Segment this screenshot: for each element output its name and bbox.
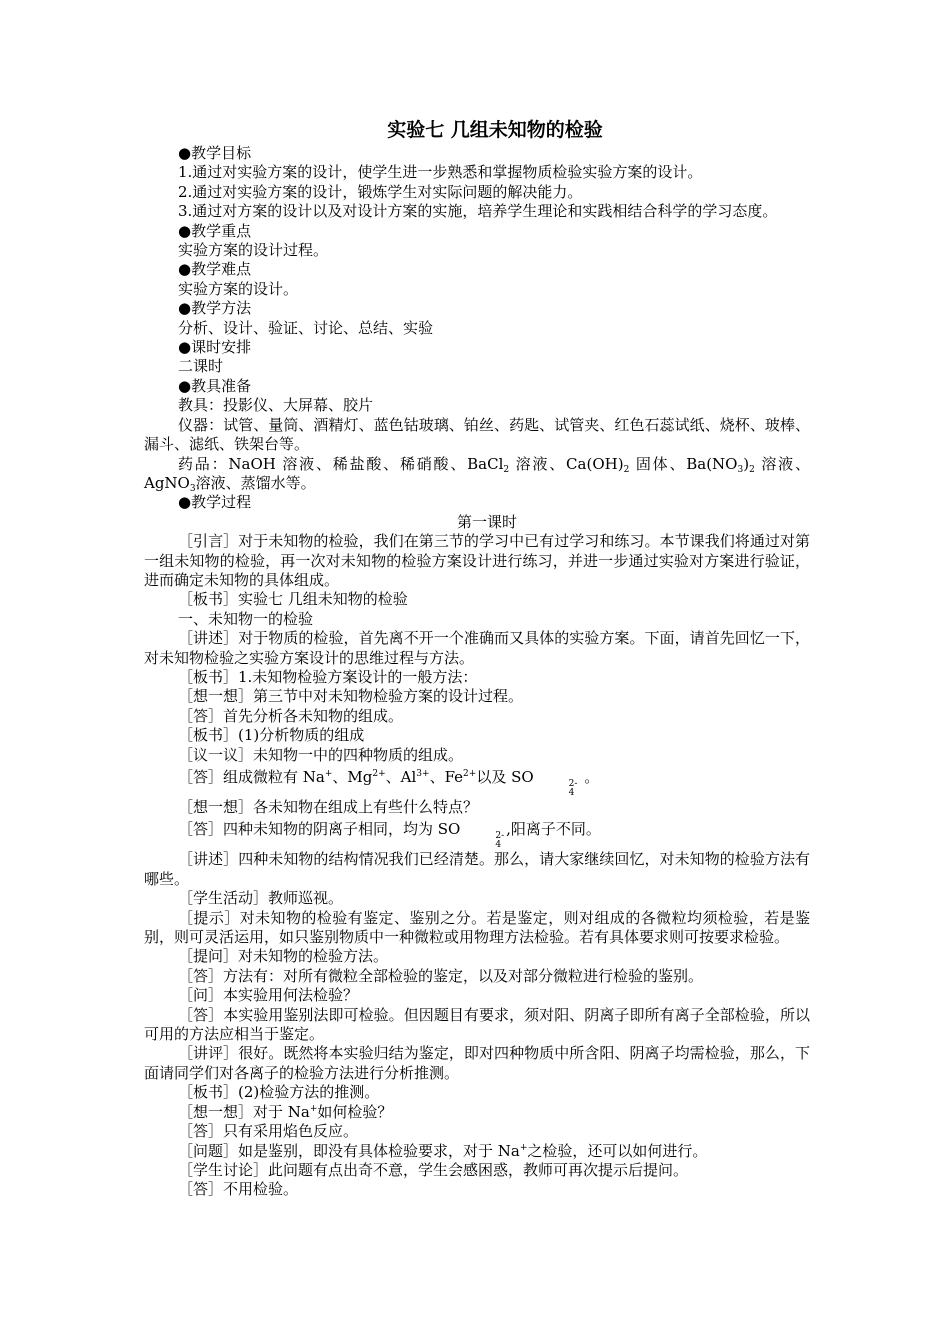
process-line: ［板书］(2)检验方法的推测。	[178, 1083, 380, 1102]
charge: 2-	[568, 779, 578, 789]
process-line: ［想一想］第三节中对未知物检验方案的设计过程。	[178, 687, 524, 706]
subscript: 3	[189, 483, 196, 494]
line-text: 以及 SO	[476, 768, 534, 786]
process-line: ［答］只有采用焰色反应。	[178, 1122, 359, 1141]
line-text: 之检验，还可以如何进行。	[527, 1141, 708, 1160]
reagents	[144, 455, 810, 494]
line-text: ［答］四种未知物的阴离子相同，均为 SO	[178, 820, 461, 839]
line-text: 。	[579, 768, 600, 786]
difficulty-heading: ●教学难点	[178, 260, 252, 279]
method-heading: ●教学方法	[178, 299, 252, 318]
charge: +	[324, 769, 333, 779]
process-line-ions	[144, 817, 810, 850]
process-line: ［答］不用检验。	[178, 1180, 299, 1199]
difficulty-text: 实验方案的设计。	[178, 279, 299, 298]
instruments: 仪器：试管、量筒、酒精灯、蓝色钴玻璃、铂丝、药匙、试管夹、红色石蕊试纸、烧杯、玻棒、漏斗、滤纸、铁架台等。	[144, 415, 810, 454]
page-title: 实验七 几组未知物的检验	[387, 119, 603, 141]
line-text: 、Al	[385, 768, 417, 786]
process-line	[144, 1103, 810, 1122]
reagents-text: 固体、Ba(NO	[629, 454, 738, 473]
process-line: ［答］本实验用鉴别法即可检验。但因题目有要求，须对阳、阴离子即所有离子全部检验，所以可用的方法应相当于鉴定。	[144, 1005, 810, 1044]
reagents-text: 溶液、Ca(OH)	[509, 454, 624, 473]
subscript: 2	[749, 464, 755, 475]
process-line: ［引言］对于未知物的检验，我们在第三节的学习中已有过学习和练习。本节课我们将通过对第一组未知物的检验，再一次对未知物的检验方案设计进行练习，并进一步通过实验对方案进行验证，进而确定未知物的具体组成。	[144, 532, 810, 589]
teaching-aids: 教具：投影仪、大屏幕、胶片	[178, 396, 374, 415]
line-text: 、Mg	[332, 768, 373, 786]
reagents-text: )	[743, 454, 750, 473]
reagents-text: 药品：NaOH 溶液、稀盐酸、稀硝酸、BaCl	[178, 454, 504, 473]
subscript: 2	[503, 464, 510, 475]
tools-heading: ●教具准备	[178, 376, 252, 395]
process-line: ［讲述］四种未知物的结构情况我们已经清楚。那么，请大家继续回忆，对未知物的检验方法有哪些。	[144, 850, 810, 888]
process-line: ［提示］对未知物的检验有鉴定、鉴别之分。若是鉴定，则对组成的各微粒均须检验，若是鉴别，则可灵活运用，如只鉴别物质中一种微粒或用物理方法检验。若有具体要求则可按要求检验。	[144, 908, 810, 947]
objectives-heading: ●教学目标	[178, 144, 252, 162]
subscript: 2	[623, 464, 630, 475]
line-text: 、Fe	[429, 768, 464, 786]
process-line: ［答］首先分析各未知物的组成。	[178, 706, 404, 725]
objective-item: 1.通过对实验方案的设计，使学生进一步熟悉和掌握物质检验实验方案的设计。	[178, 163, 703, 182]
charge: 3+	[416, 769, 430, 779]
process-line: ［答］方法有：对所有微粒全部检验的鉴定，以及对部分微粒进行检验的鉴别。	[178, 966, 704, 985]
process-line: ［提问］对未知物的检验方法。	[178, 947, 389, 966]
process-line: ［板书］实验七 几组未知物的检验	[178, 590, 408, 609]
line-text: ［问题］如是鉴别，即没有具体检验要求，对于 Na	[178, 1141, 520, 1160]
process-line: ［学生活动］教师巡视。	[178, 889, 344, 908]
process-line-ions	[144, 765, 810, 798]
charge: +	[519, 1142, 528, 1153]
charge: 2+	[463, 769, 477, 779]
objective-item: 2.通过对实验方案的设计，锻炼学生对实际问题的解决能力。	[178, 182, 583, 201]
process-line: ［想一想］各未知物在组成上有些什么特点？	[178, 798, 479, 816]
charge: 2-	[495, 831, 505, 842]
lesson-title: 第一课时	[456, 512, 517, 531]
reagents-text: 溶液、蒸馏水等。	[195, 473, 316, 492]
schedule-text: 二课时	[178, 357, 224, 376]
objective-item: 3.通过对方案的设计以及对设计方案的实施，培养学生理论和实践相结合科学的学习态度。	[178, 202, 778, 221]
subscript: 3	[737, 464, 744, 475]
process-line	[144, 1142, 810, 1161]
process-line: ［板书］(1)分析物质的组成	[178, 726, 365, 745]
reagents-text: 溶液、AgNO	[144, 454, 810, 492]
process-line: ［讲评］很好。既然将本实验归结为鉴定，即对四种物质中所含阳、阴离子均需检验，那么，下面请同学们对各离子的检验方法进行分析推测。	[144, 1044, 810, 1082]
process-line: ［讲述］对于物质的检验，首先离不开一个准确而又具体的实验方案。下面，请首先回忆一下，对未知物检验之实验方案设计的思维过程与方法。	[144, 629, 810, 667]
process-line: ［问］本实验用何法检验？	[178, 986, 359, 1005]
key-point-text: 实验方案的设计过程。	[178, 241, 329, 260]
charge: 2+	[372, 769, 386, 779]
line-text: ［想一想］对于 Na	[178, 1102, 310, 1121]
process-line: ［议一议］未知物一中的四种物质的组成。	[178, 745, 464, 764]
sulfate-charge-stack	[461, 832, 504, 850]
subscript: 4	[495, 840, 502, 851]
process-line: ［板书］1.未知物检验方案设计的一般方法：	[178, 667, 478, 686]
document-page	[144, 118, 810, 1200]
line-text: 如何检验？	[317, 1102, 393, 1121]
schedule-heading: ●课时安排	[178, 338, 252, 357]
line-text: ,阳离子不同。	[506, 820, 601, 839]
subscript: 4	[568, 788, 575, 798]
charge: +	[309, 1103, 318, 1114]
sulfate-charge-stack	[535, 780, 578, 798]
process-heading: ●教学过程	[178, 493, 252, 512]
line-text: ［答］组成微粒有 Na	[178, 768, 325, 786]
method-text: 分析、设计、验证、讨论、总结、实验	[178, 318, 434, 337]
process-line: ［学生讨论］此问题有点出奇不意，学生会感困惑，教师可再次提示后提问。	[178, 1160, 689, 1179]
process-line: 一、未知物一的检验	[178, 609, 314, 628]
key-point-heading: ●教学重点	[178, 221, 252, 240]
